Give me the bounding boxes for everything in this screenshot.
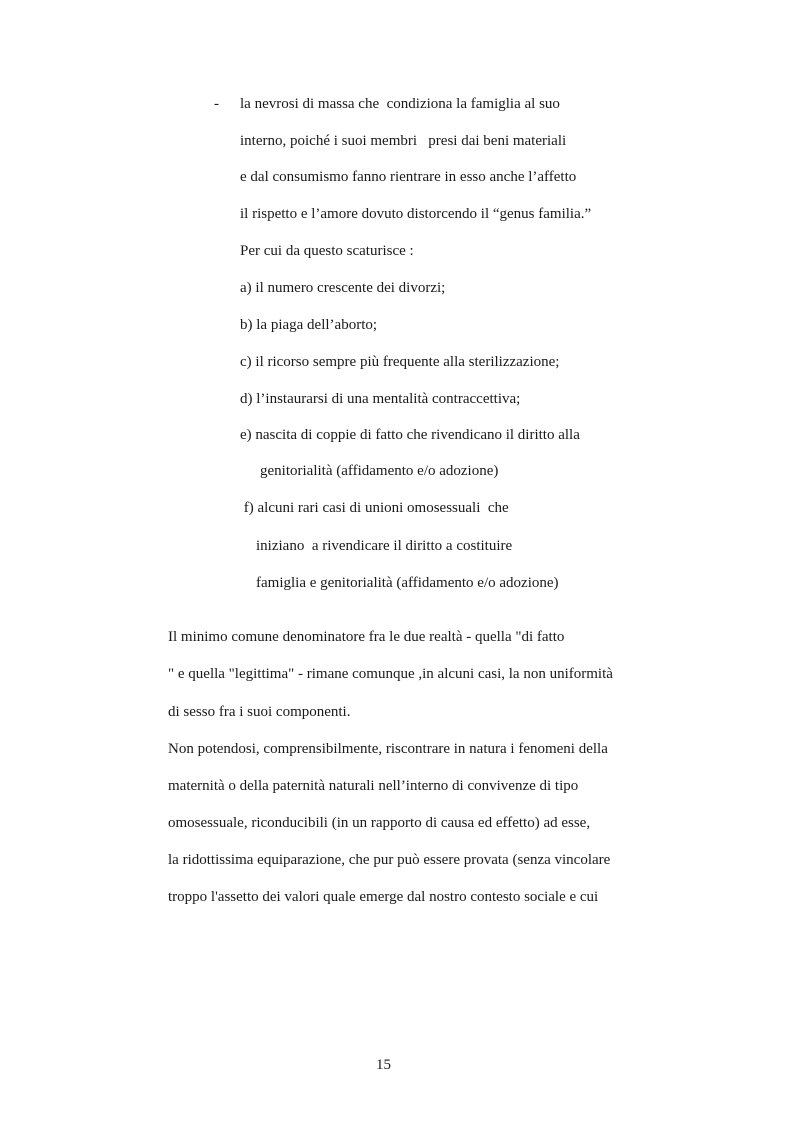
list-item: f) alcuni rari casi di unioni omosessuali che bbox=[240, 500, 509, 516]
bullet-line: la nevrosi di massa che condiziona la famiglia al suo bbox=[240, 96, 560, 112]
paragraph-line: di sesso fra i suoi componenti. bbox=[168, 704, 351, 720]
bullet-line: Per cui da questo scaturisce : bbox=[240, 243, 414, 259]
list-item: d) l’instaurarsi di una mentalità contraccettiva; bbox=[240, 391, 521, 407]
paragraph-line: maternità o della paternità naturali nell’interno di convivenze di tipo bbox=[168, 778, 579, 794]
list-item: a) il numero crescente dei divorzi; bbox=[240, 280, 446, 296]
paragraph-line: Non potendosi, comprensibilmente, riscontrare in natura i fenomeni della bbox=[168, 741, 608, 757]
list-item: b) la piaga dell’aborto; bbox=[240, 317, 378, 333]
list-item: genitorialità (affidamento e/o adozione) bbox=[260, 463, 499, 479]
paragraph-line: " e quella "legittima" - rimane comunque ,in alcuni casi, la non uniformità bbox=[168, 666, 613, 682]
bullet-dash: - bbox=[214, 96, 219, 112]
bullet-line: il rispetto e l’amore dovuto distorcendo il “genus familia.” bbox=[240, 206, 592, 222]
paragraph-line: la ridottissima equiparazione, che pur può essere provata (senza vincolare bbox=[168, 852, 611, 868]
paragraph-line: Il minimo comune denominatore fra le due realtà - quella "di fatto bbox=[168, 629, 565, 645]
bullet-line: e dal consumismo fanno rientrare in esso anche l’affetto bbox=[240, 169, 577, 185]
list-item: iniziano a rivendicare il diritto a costituire bbox=[256, 538, 513, 554]
paragraph-line: omosessuale, riconducibili (in un rapporto di causa ed effetto) ad esse, bbox=[168, 815, 591, 831]
list-item: c) il ricorso sempre più frequente alla sterilizzazione; bbox=[240, 354, 560, 370]
page-number: 15 bbox=[376, 1057, 391, 1073]
list-item: famiglia e genitorialità (affidamento e/o adozione) bbox=[256, 575, 559, 591]
paragraph-line: troppo l'assetto dei valori quale emerge dal nostro contesto sociale e cui bbox=[168, 889, 599, 905]
list-item: e) nascita di coppie di fatto che rivendicano il diritto alla bbox=[240, 427, 580, 443]
bullet-line: interno, poiché i suoi membri presi dai beni materiali bbox=[240, 133, 567, 149]
